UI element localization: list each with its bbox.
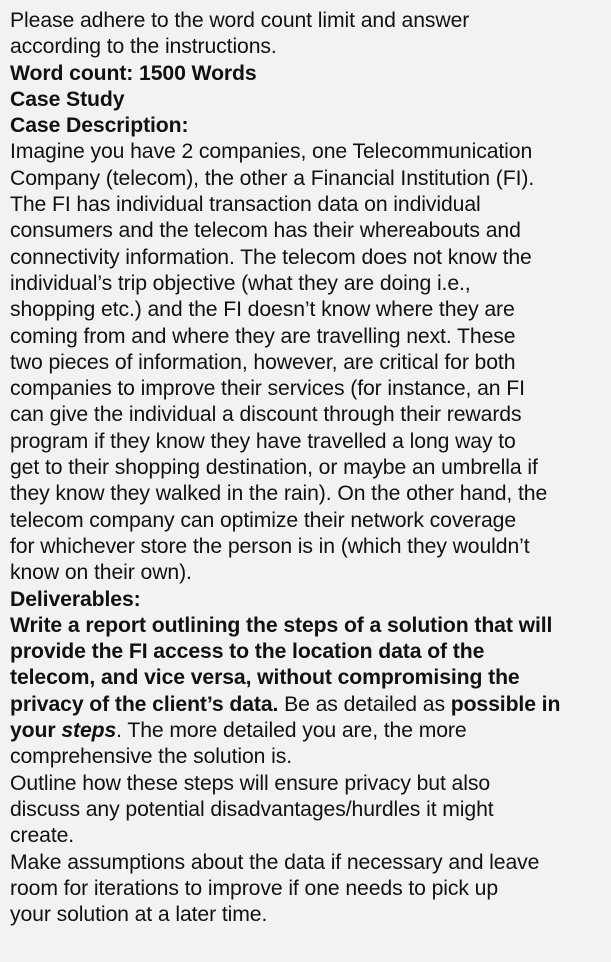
text-line [10,218,600,244]
text-run: two pieces of information, however, are critical for both [10,350,516,374]
text-line [10,34,600,60]
text-run: get to their shopping destination, or maybe an umbrella if [10,456,538,480]
text-line [10,166,600,192]
text-run: Outline how these steps will ensure privacy but also [10,771,491,795]
text-run: discuss any potential disadvantages/hurdles it might [10,797,494,821]
text-run: companies to improve their services (for instance, an FI [10,377,525,401]
text-line [10,823,600,849]
text-run: Make assumptions about the data if necessary and leave [10,850,540,874]
text-line [10,587,600,613]
text-run: they know they walked in the rain). On the other hand, the [10,482,548,506]
bold-text: your [10,719,62,743]
paragraph-word-count [10,61,600,87]
text-run: shopping etc.) and the FI doesn’t know where they are [10,298,515,322]
text-line [10,402,600,428]
text-line [10,376,600,402]
text-line [10,850,600,876]
text-run: for whichever store the person is in (which they wouldn’t [10,534,530,558]
text-run: telecom company can optimize their network coverage [10,508,516,532]
text-line [10,481,600,507]
text-run: create. [10,824,75,848]
text-line [10,350,600,376]
paragraph-assumptions-instruction [10,850,600,929]
text-run: . The more detailed you are, the more [116,719,467,743]
bold-text: possible in [450,692,561,716]
paragraph-case-description-heading [10,113,600,139]
text-run: can give the individual a discount through their rewards [10,403,522,427]
paragraph-privacy-instruction [10,771,600,850]
text-line [10,324,600,350]
text-run: consumers and the telecom has their whereabouts and [10,219,521,243]
bold-text: steps [61,719,117,743]
bold-text: Word count: 1500 Words [10,61,257,85]
text-line [10,560,600,586]
bold-text: privacy of the client’s data. [10,692,279,716]
text-line [10,455,600,481]
bold-text: telecom, and vice versa, without compromising the [10,666,520,690]
paragraph-case-description-body [10,139,600,586]
text-line [10,8,600,34]
text-run: your solution at a later time. [10,903,268,927]
bold-text: Deliverables: [10,587,141,611]
text-line [10,902,600,928]
text-run: Company (telecom), the other a Financial Institution (FI). [10,166,535,190]
text-line [10,797,600,823]
text-line [10,665,600,691]
text-line [10,744,600,770]
text-run: individual’s trip objective (what they are doing i.e., [10,271,471,295]
text-run: room for iterations to improve if one needs to pick up [10,876,499,900]
text-run: coming from and where they are travelling next. These [10,324,516,348]
bold-text: Case Description: [10,114,189,138]
paragraph-case-study-heading [10,87,600,113]
paragraph-instructions [10,8,600,61]
bold-text: provide the FI access to the location data of the [10,640,485,664]
text-line [10,692,600,718]
text-line [10,429,600,455]
bold-text: Case Study [10,87,125,111]
text-line [10,508,600,534]
text-line [10,297,600,323]
text-line [10,613,600,639]
text-run: comprehensive the solution is. [10,745,293,769]
text-line [10,139,600,165]
text-line [10,271,600,297]
paragraph-deliverables-heading [10,587,600,613]
text-line [10,718,600,744]
text-line [10,245,600,271]
bold-text: Write a report outlining the steps of a solution that will [10,613,553,637]
text-line [10,87,600,113]
text-line [10,192,600,218]
text-run: according to the instructions. [10,35,277,59]
text-line [10,534,600,560]
text-line [10,61,600,87]
text-run: know on their own). [10,561,192,585]
text-run: Please adhere to the word count limit and answer [10,9,470,32]
text-run: The FI has individual transaction data on individual [10,193,481,217]
text-run: Be as detailed as [278,692,451,716]
text-run: Imagine you have 2 companies, one Telecommunication [10,140,533,164]
text-run: program if they know they have travelled a long way to [10,429,516,453]
text-line [10,876,600,902]
text-run: connectivity information. The telecom does not know the [10,245,532,269]
text-line [10,771,600,797]
text-line [10,639,600,665]
paragraph-deliverables-body [10,613,600,771]
text-line [10,113,600,139]
document-text [10,8,600,928]
